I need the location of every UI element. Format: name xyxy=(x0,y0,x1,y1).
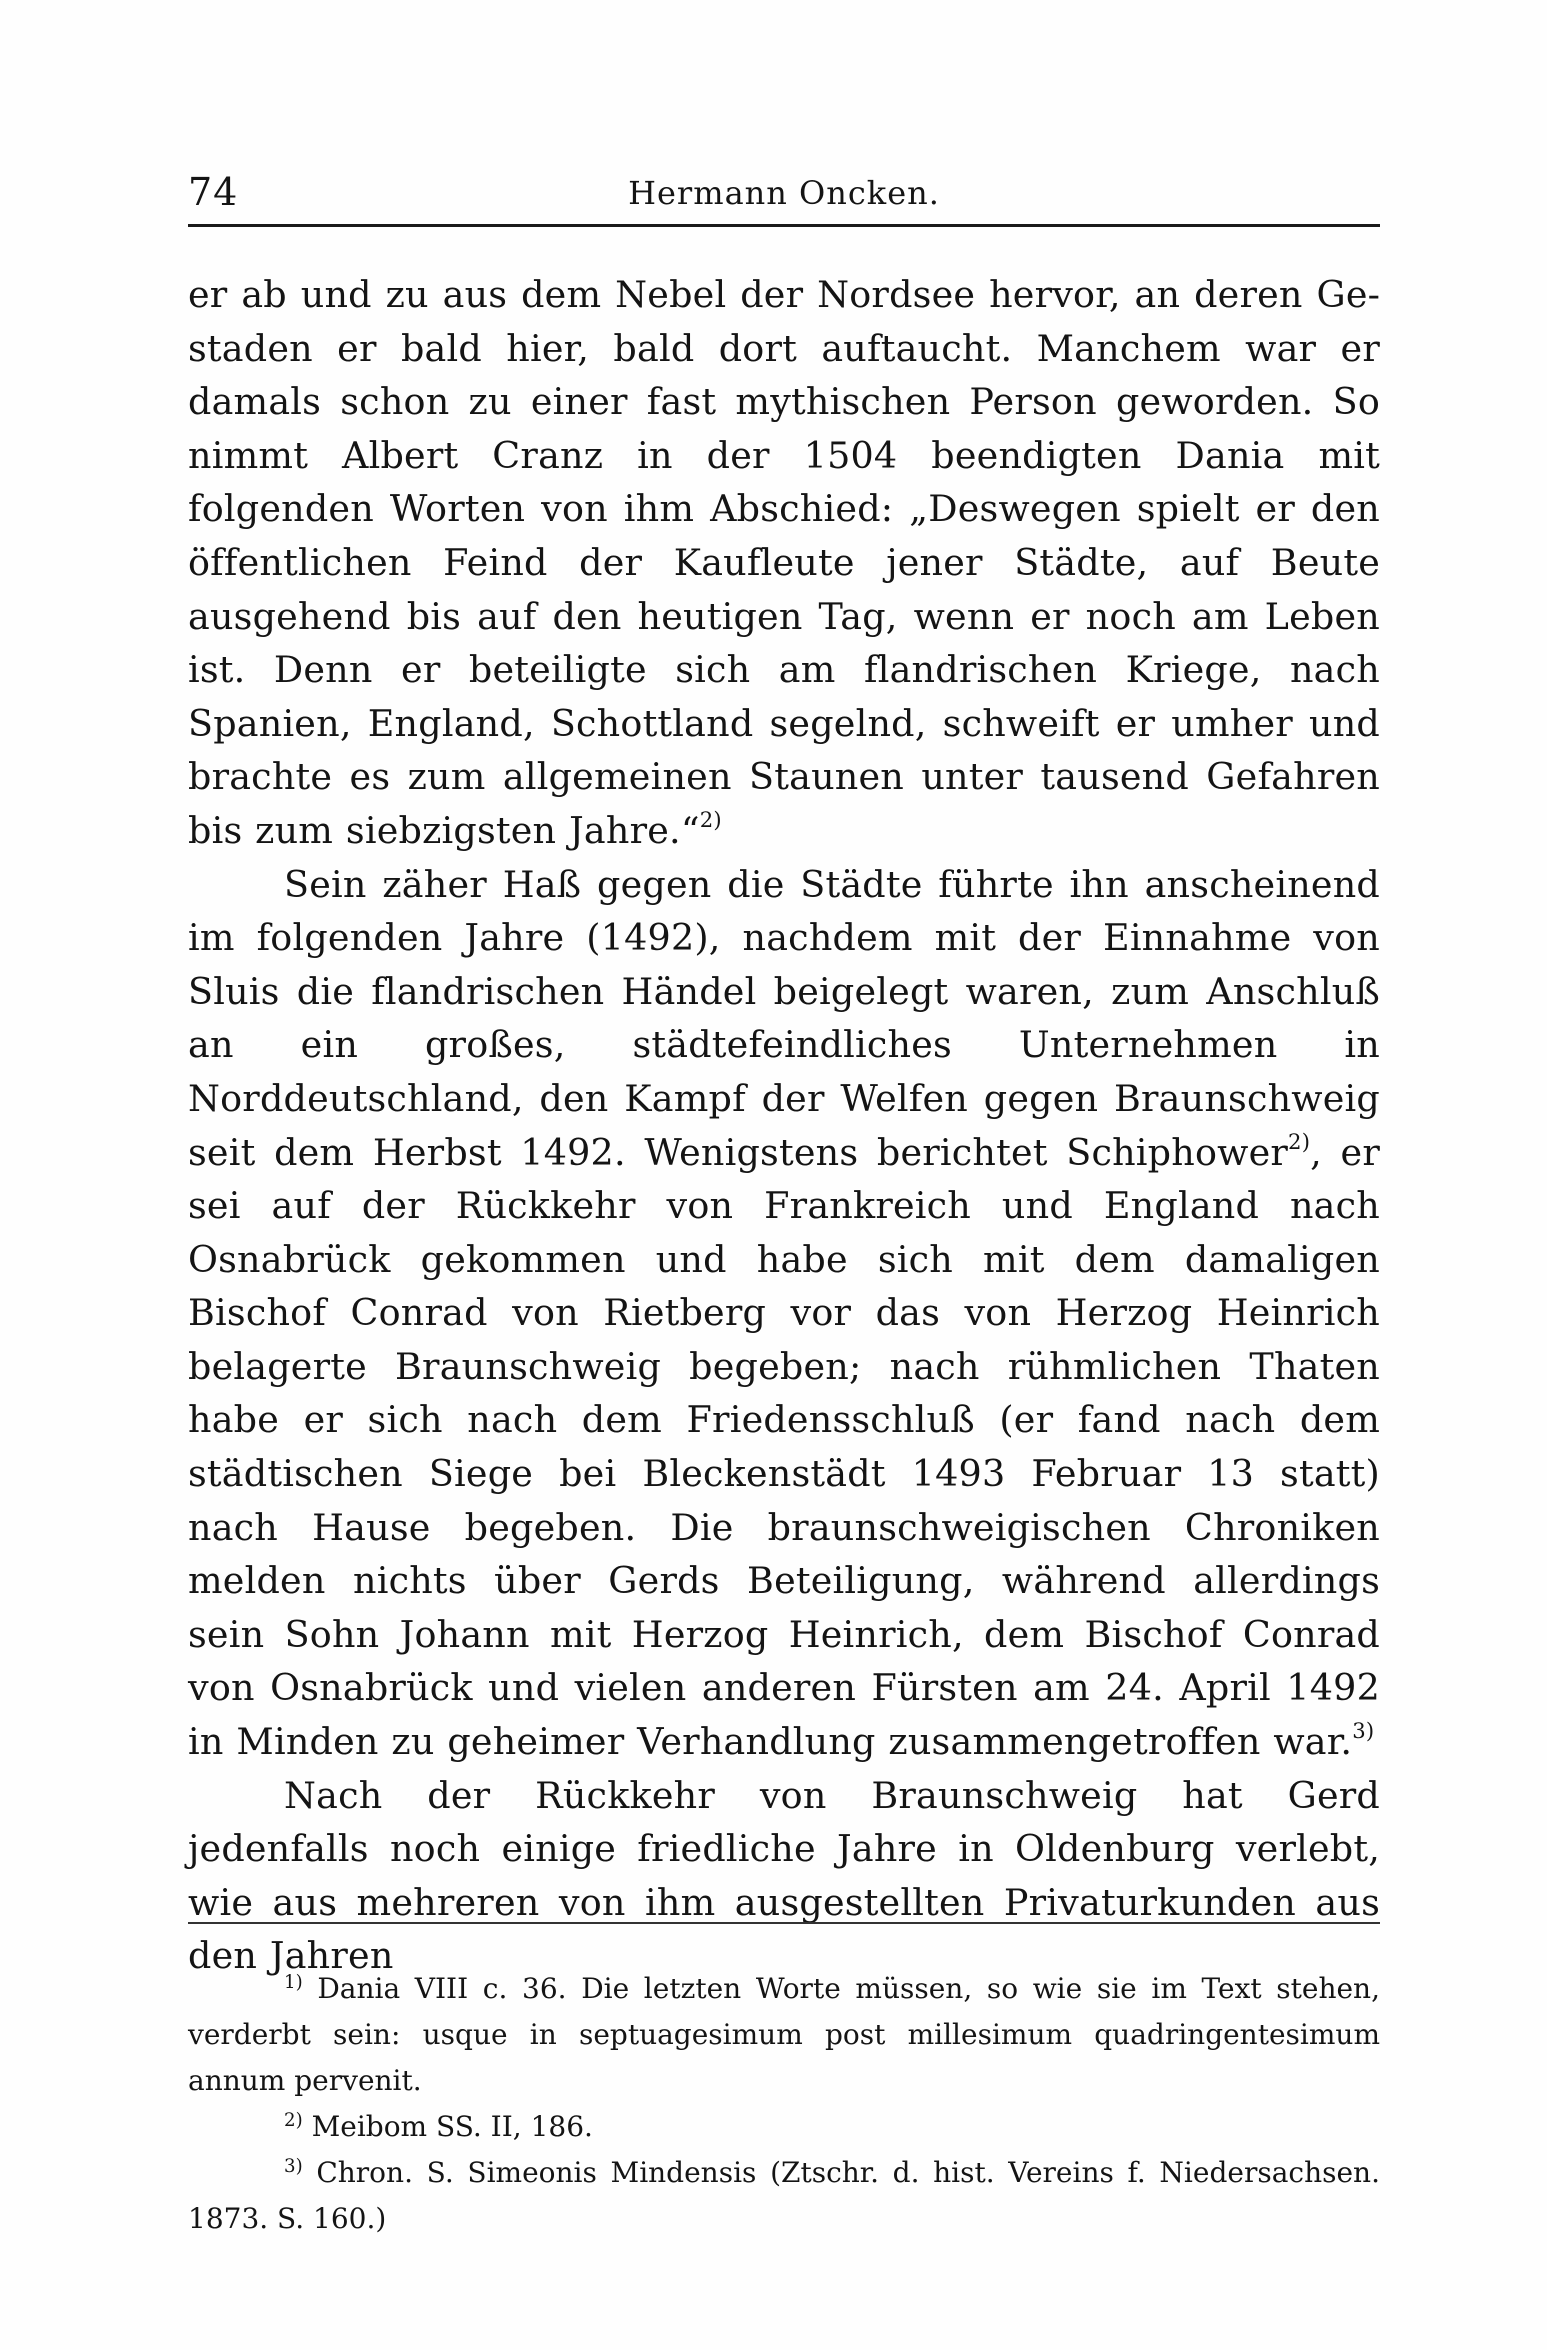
footnotes xyxy=(188,1966,1380,2242)
paragraph-text: , er sei auf der Rückkehr von Frankreich und England nach Osnabrück gekommen und habe sich mit dem damaligen Bischof Conrad von Rietberg vor das von Herzog Heinrich belagerte Braunschweig begeben; nach rühmlichen Thaten habe er sich nach dem Friedensschluß (er fand nach dem städtischen Siege bei Bleckenstädt 1493 Februar 13 statt) nach Hause begeben. Die braunschweigischen Chroniken melden nichts über Gerds Beteiligung, während allerdings sein Sohn Johann mit Herzog Heinrich, dem Bischof Conrad von Osnabrück und vielen anderen Fürsten am 24. April 1492 in Minden zu geheimer Verhandlung zusammengetroffen war. xyxy=(188,1130,1381,1764)
running-head: Hermann Oncken. xyxy=(628,174,940,212)
header-rule xyxy=(188,224,1380,227)
footnote-reference: 2) xyxy=(699,807,722,833)
footnote-marker: 3) xyxy=(284,2156,303,2177)
paragraph-text: er ab und zu aus dem Nebel der Nordsee hervor, an deren Gestaden er bald hier, bald dort auftaucht. Manchem war er damals schon zu einer fast mythischen Person geworden. So nimmt Albert Cranz in der 1504 beendigten Dania mit folgenden Worten von ihm Abschied: „Deswegen spielt er den öffentlichen Feind der Kaufleute jener Städte, auf Beute ausgehend bis auf den heutigen Tag, wenn er noch am Leben ist. Denn er beteiligte sich am flandrischen Kriege, nach Spanien, England, Schottland segelnd, schweift er umher und brachte es zum allgemeinen Staunen unter tausend Gefahren bis zum siebzigsten Jahre.“ xyxy=(188,273,1380,852)
footnote-rule xyxy=(188,1922,1380,1924)
paragraph xyxy=(188,268,1380,858)
footnote xyxy=(188,1966,1380,2104)
footnote xyxy=(188,2104,1380,2150)
footnote-text: Dania VIII c. 36. Die letzten Worte müssen, so wie sie im Text stehen, verderbt sein: usque in septuagesimum post millesimum quadringentesimum annum pervenit. xyxy=(188,1972,1380,2097)
page-header xyxy=(188,160,1380,222)
footnote-text: Meibom SS. II, 186. xyxy=(311,2110,593,2143)
paragraph-text: Sein zäher Haß gegen die Städte führte ihn anscheinend im folgenden Jahre (1492), nachdem mit der Einnahme von Sluis die flandrischen Händel beigelegt waren, zum Anschluß an ein großes, städtefeindliches Unternehmen in Norddeutschland, den Kampf der Welfen gegen Braunschweig seit dem Herbst 1492. Wenigstens berichtet Schiphower xyxy=(188,862,1380,1174)
body-text xyxy=(188,268,1380,1983)
paragraph xyxy=(188,858,1380,1769)
page-number: 74 xyxy=(188,170,239,214)
footnote xyxy=(188,2150,1380,2242)
paragraph-text: Nach der Rückkehr von Braunschweig hat Gerd jedenfalls noch einige friedliche Jahre in Oldenburg verlebt, wie aus mehreren von ihm ausgestellten Privaturkunden aus den Jahren xyxy=(188,1773,1380,1978)
footnote-text: Chron. S. Simeonis Mindensis (Ztschr. d. hist. Vereins f. Niedersachsen. 1873. S. 160.) xyxy=(188,2156,1380,2235)
footnote-reference: 2) xyxy=(1288,1128,1311,1154)
footnote-marker: 2) xyxy=(284,2110,303,2131)
footnote-reference: 3) xyxy=(1352,1718,1375,1744)
footnote-marker: 1) xyxy=(284,1972,303,1993)
paragraph xyxy=(188,1769,1380,1983)
